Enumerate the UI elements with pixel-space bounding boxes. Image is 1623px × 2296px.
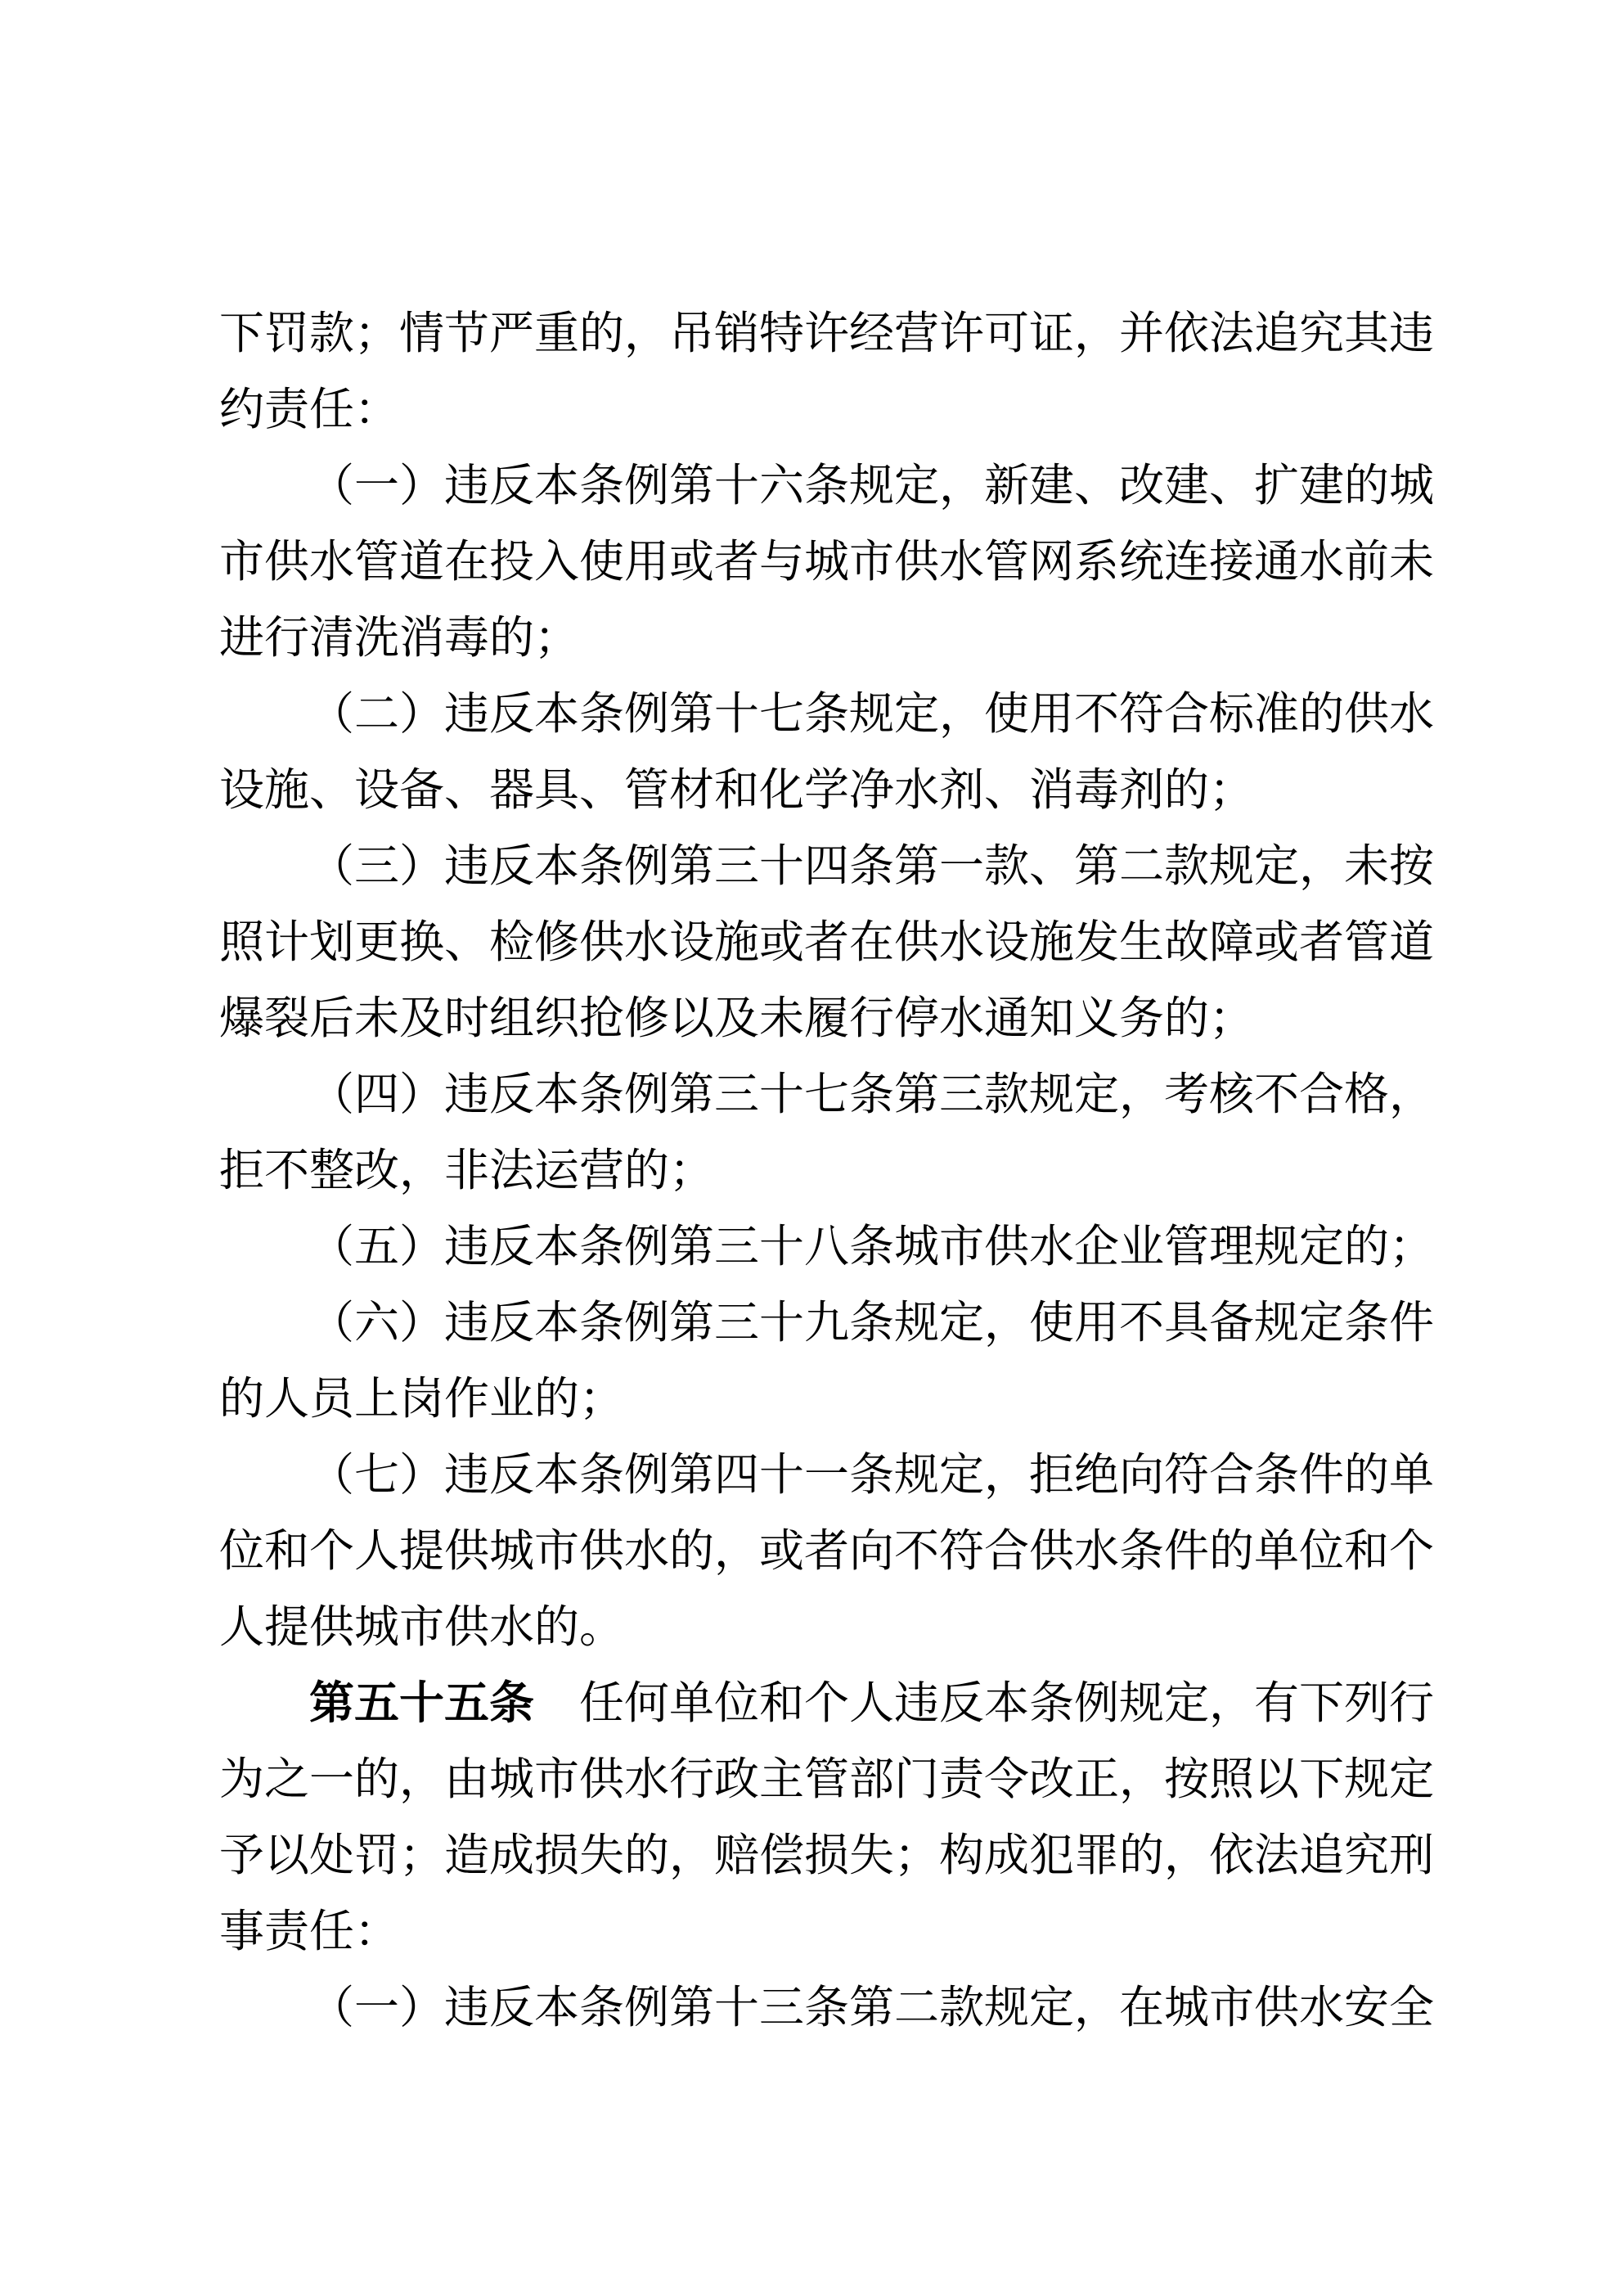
article-number-bold: 第五十五条 — [309, 1677, 535, 1728]
article-heading-line — [219, 1665, 1434, 1741]
text-line: （一）违反本条例第十六条规定，新建、改建、扩建的城 — [309, 461, 1435, 511]
text-line: （一）违反本条例第十三条第二款规定，在城市供水安全 — [309, 1983, 1435, 2033]
text-line: 爆裂后未及时组织抢修以及未履行停水通知义务的； — [219, 993, 1255, 1043]
text-line: 位和个人提供城市供水的，或者向不符合供水条件的单位和个 — [219, 1526, 1435, 1576]
text-line: 的人员上岗作业的； — [219, 1374, 625, 1424]
text-line: 约责任： — [219, 385, 400, 434]
text-line: 照计划更换、检修供水设施或者在供水设施发生故障或者管道 — [219, 917, 1435, 967]
heading-text: 任何单位和个人违反本条例规定，有下列行 — [579, 1678, 1435, 1728]
text-line: （六）违反本条例第三十九条规定，使用不具备规定条件 — [309, 1298, 1435, 1348]
text-line: 进行清洗消毒的； — [219, 613, 580, 663]
text-line: 拒不整改，非法运营的； — [219, 1146, 715, 1195]
text-line: （七）违反本条例第四十一条规定，拒绝向符合条件的单 — [309, 1450, 1435, 1500]
text-line: （二）违反本条例第十七条规定，使用不符合标准的供水 — [309, 689, 1435, 739]
text-line: 人提供城市供水的。 — [219, 1602, 625, 1652]
text-line: 为之一的，由城市供水行政主管部门责令改正，按照以下规定 — [219, 1754, 1435, 1804]
text-line: 下罚款；情节严重的，吊销特许经营许可证，并依法追究其违 — [219, 308, 1435, 358]
document-body — [219, 295, 1434, 2046]
text-line: 予以处罚；造成损失的，赔偿损失；构成犯罪的，依法追究刑 — [219, 1830, 1435, 1880]
text-line: 事责任： — [219, 1907, 400, 1956]
text-line: 市供水管道在投入使用或者与城市供水管网系统连接通水前未 — [219, 537, 1435, 587]
text-line: 设施、设备、器具、管材和化学净水剂、消毒剂的； — [219, 765, 1255, 815]
text-line: （三）违反本条例第三十四条第一款、第二款规定，未按 — [309, 841, 1435, 891]
text-line: （五）违反本条例第三十八条城市供水企业管理规定的； — [309, 1222, 1435, 1272]
text-line: （四）违反本条例第三十七条第三款规定，考核不合格， — [309, 1069, 1435, 1119]
